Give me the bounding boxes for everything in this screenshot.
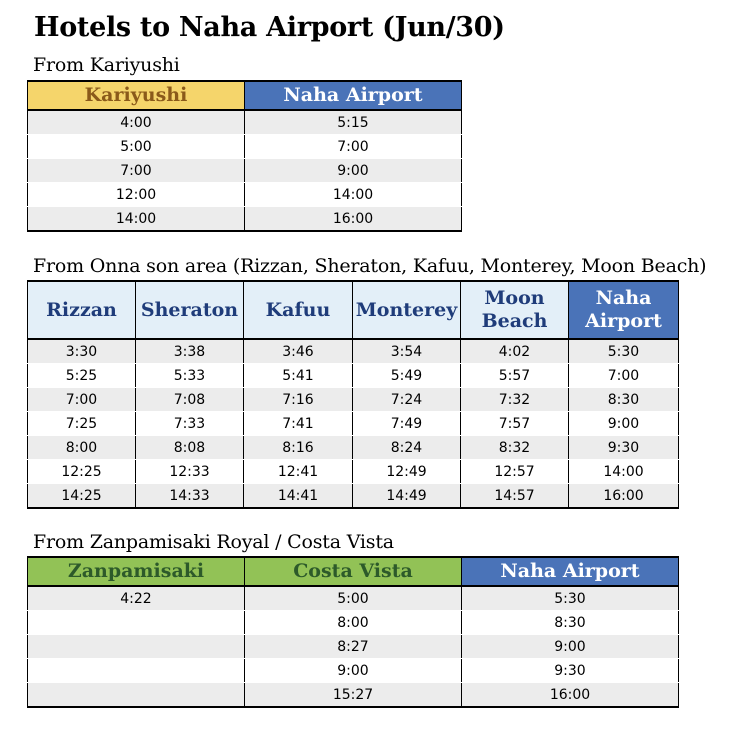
header-moon-beach: Moon Beach bbox=[461, 281, 569, 339]
time-cell: 7:16 bbox=[244, 388, 353, 412]
time-cell: 9:00 bbox=[569, 412, 679, 436]
time-cell: 7:00 bbox=[569, 364, 679, 388]
time-cell: 7:00 bbox=[28, 388, 136, 412]
table-row bbox=[28, 659, 679, 683]
time-cell: 12:00 bbox=[28, 183, 245, 207]
time-cell: 7:24 bbox=[353, 388, 461, 412]
section-caption-zanpamisaki: From Zanpamisaki Royal / Costa Vista bbox=[33, 531, 394, 553]
table-row bbox=[28, 207, 462, 232]
time-cell: 5:30 bbox=[569, 339, 679, 364]
header-sheraton: Sheraton bbox=[136, 281, 244, 339]
table-row bbox=[28, 683, 679, 708]
table-row bbox=[28, 364, 679, 388]
time-cell: 7:00 bbox=[28, 159, 245, 183]
time-cell: 14:49 bbox=[353, 484, 461, 509]
time-cell: 5:30 bbox=[462, 586, 679, 611]
time-cell bbox=[28, 635, 245, 659]
time-cell: 9:00 bbox=[462, 635, 679, 659]
time-cell: 3:46 bbox=[244, 339, 353, 364]
time-cell bbox=[28, 659, 245, 683]
time-cell: 12:25 bbox=[28, 460, 136, 484]
header-naha-airport: Naha Airport bbox=[569, 281, 679, 339]
time-cell: 14:00 bbox=[28, 207, 245, 232]
time-cell: 5:57 bbox=[461, 364, 569, 388]
table-row bbox=[28, 412, 679, 436]
time-cell: 4:02 bbox=[461, 339, 569, 364]
time-cell: 8:08 bbox=[136, 436, 244, 460]
time-cell: 7:57 bbox=[461, 412, 569, 436]
time-cell: 7:49 bbox=[353, 412, 461, 436]
table-row bbox=[28, 159, 462, 183]
time-cell: 14:57 bbox=[461, 484, 569, 509]
header-naha-airport: Naha Airport bbox=[245, 81, 462, 110]
table-row bbox=[28, 484, 679, 509]
table-row bbox=[28, 135, 462, 159]
time-cell: 12:57 bbox=[461, 460, 569, 484]
time-cell: 8:32 bbox=[461, 436, 569, 460]
table-row bbox=[28, 388, 679, 412]
time-cell: 7:00 bbox=[245, 135, 462, 159]
time-cell: 5:41 bbox=[244, 364, 353, 388]
time-cell: 9:30 bbox=[462, 659, 679, 683]
time-cell: 8:00 bbox=[245, 611, 462, 635]
table-row bbox=[28, 110, 462, 135]
header-costa-vista: Costa Vista bbox=[245, 557, 462, 586]
time-cell: 8:24 bbox=[353, 436, 461, 460]
time-cell bbox=[28, 611, 245, 635]
time-cell: 3:54 bbox=[353, 339, 461, 364]
time-cell: 4:22 bbox=[28, 586, 245, 611]
time-cell: 8:16 bbox=[244, 436, 353, 460]
time-cell: 5:49 bbox=[353, 364, 461, 388]
time-cell: 16:00 bbox=[569, 484, 679, 509]
time-cell: 9:00 bbox=[245, 159, 462, 183]
section-caption-onna-son: From Onna son area (Rizzan, Sheraton, Kafuu, Monterey, Moon Beach) bbox=[33, 255, 707, 277]
onna-son-schedule-table bbox=[27, 280, 679, 509]
page-title: Hotels to Naha Airport (Jun/30) bbox=[34, 12, 505, 43]
time-cell: 5:15 bbox=[245, 110, 462, 135]
time-cell: 8:30 bbox=[569, 388, 679, 412]
time-cell: 16:00 bbox=[245, 207, 462, 232]
time-cell: 7:33 bbox=[136, 412, 244, 436]
time-cell: 8:00 bbox=[28, 436, 136, 460]
time-cell: 9:00 bbox=[245, 659, 462, 683]
header-naha-airport: Naha Airport bbox=[462, 557, 679, 586]
table-row bbox=[28, 611, 679, 635]
table-row bbox=[28, 436, 679, 460]
time-cell: 14:00 bbox=[245, 183, 462, 207]
time-cell: 12:41 bbox=[244, 460, 353, 484]
time-cell: 14:00 bbox=[569, 460, 679, 484]
time-cell: 8:30 bbox=[462, 611, 679, 635]
table-row bbox=[28, 183, 462, 207]
section-caption-kariyushi: From Kariyushi bbox=[33, 54, 180, 76]
time-cell: 14:33 bbox=[136, 484, 244, 509]
header-monterey: Monterey bbox=[353, 281, 461, 339]
time-cell: 3:38 bbox=[136, 339, 244, 364]
time-cell: 15:27 bbox=[245, 683, 462, 708]
time-cell: 5:25 bbox=[28, 364, 136, 388]
time-cell: 9:30 bbox=[569, 436, 679, 460]
time-cell: 12:49 bbox=[353, 460, 461, 484]
table-row bbox=[28, 339, 679, 364]
time-cell: 12:33 bbox=[136, 460, 244, 484]
time-cell: 16:00 bbox=[462, 683, 679, 708]
table-row bbox=[28, 635, 679, 659]
time-cell: 4:00 bbox=[28, 110, 245, 135]
header-zanpamisaki: Zanpamisaki bbox=[28, 557, 245, 586]
table-row bbox=[28, 586, 679, 611]
time-cell bbox=[28, 683, 245, 708]
time-cell: 5:33 bbox=[136, 364, 244, 388]
time-cell: 5:00 bbox=[245, 586, 462, 611]
time-cell: 7:08 bbox=[136, 388, 244, 412]
time-cell: 8:27 bbox=[245, 635, 462, 659]
time-cell: 14:25 bbox=[28, 484, 136, 509]
kariyushi-schedule-table bbox=[27, 80, 462, 232]
time-cell: 7:32 bbox=[461, 388, 569, 412]
time-cell: 3:30 bbox=[28, 339, 136, 364]
header-kafuu: Kafuu bbox=[244, 281, 353, 339]
time-cell: 5:00 bbox=[28, 135, 245, 159]
zanpamisaki-schedule-table bbox=[27, 556, 679, 708]
time-cell: 7:41 bbox=[244, 412, 353, 436]
header-rizzan: Rizzan bbox=[28, 281, 136, 339]
time-cell: 14:41 bbox=[244, 484, 353, 509]
time-cell: 7:25 bbox=[28, 412, 136, 436]
header-kariyushi: Kariyushi bbox=[28, 81, 245, 110]
table-row bbox=[28, 460, 679, 484]
